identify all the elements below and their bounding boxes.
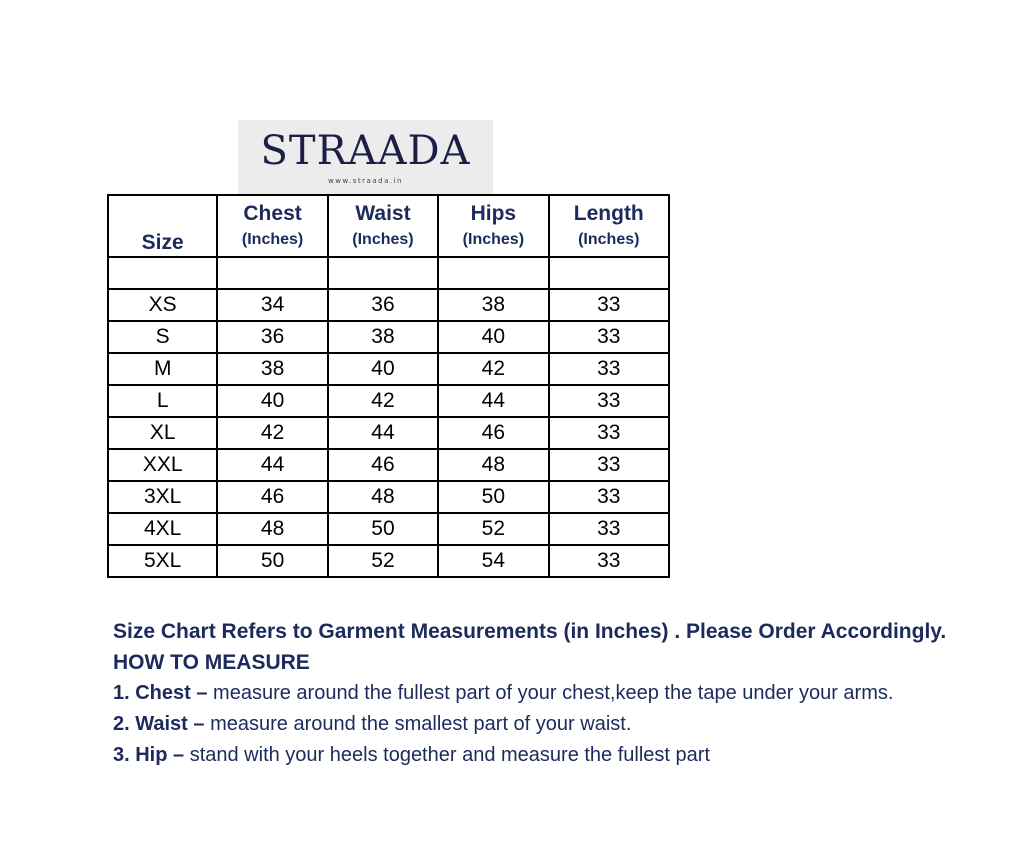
empty-cell <box>549 257 669 289</box>
empty-cell <box>438 257 548 289</box>
empty-cell <box>217 257 327 289</box>
measure-text: measure around the smallest part of your waist. <box>204 713 632 735</box>
cell-chest: 50 <box>217 545 327 577</box>
cell-size: L <box>108 385 217 417</box>
table-row <box>108 513 669 545</box>
header-length: Length (Inches) <box>549 195 669 257</box>
brand-logo <box>238 120 493 194</box>
brand-name: STRAADA <box>260 128 471 174</box>
table-row <box>108 289 669 321</box>
cell-length: 33 <box>549 385 669 417</box>
header-waist: Waist (Inches) <box>328 195 438 257</box>
measure-text: stand with your heels together and measure the fullest part <box>184 744 710 766</box>
cell-waist: 52 <box>328 545 438 577</box>
cell-length: 33 <box>549 353 669 385</box>
cell-chest: 42 <box>217 417 327 449</box>
cell-chest: 46 <box>217 481 327 513</box>
cell-hips: 38 <box>438 289 548 321</box>
cell-waist: 44 <box>328 417 438 449</box>
table-row <box>108 481 669 513</box>
cell-chest: 48 <box>217 513 327 545</box>
cell-waist: 38 <box>328 321 438 353</box>
cell-waist: 42 <box>328 385 438 417</box>
cell-waist: 48 <box>328 481 438 513</box>
size-disclaimer: Size Chart Refers to Garment Measurements (in Inches) . Please Order Accordingly. <box>113 620 947 643</box>
empty-row <box>108 257 669 289</box>
cell-length: 33 <box>549 321 669 353</box>
table-row <box>108 353 669 385</box>
header-chest: Chest (Inches) <box>217 195 327 257</box>
cell-size: 3XL <box>108 481 217 513</box>
measure-item-waist <box>113 709 1013 740</box>
cell-length: 33 <box>549 513 669 545</box>
measure-item-chest <box>113 678 1013 709</box>
cell-size: XL <box>108 417 217 449</box>
cell-chest: 36 <box>217 321 327 353</box>
table-row <box>108 449 669 481</box>
cell-chest: 38 <box>217 353 327 385</box>
cell-size: 5XL <box>108 545 217 577</box>
cell-length: 33 <box>549 545 669 577</box>
measure-label: 2. Waist – <box>113 713 205 735</box>
empty-cell <box>328 257 438 289</box>
measure-label: 1. Chest – <box>113 682 208 704</box>
cell-size: S <box>108 321 217 353</box>
cell-size: XS <box>108 289 217 321</box>
table-row <box>108 385 669 417</box>
header-size: Size <box>108 195 217 257</box>
cell-size: M <box>108 353 217 385</box>
cell-waist: 40 <box>328 353 438 385</box>
table-header-row <box>108 195 669 257</box>
cell-length: 33 <box>549 417 669 449</box>
cell-chest: 40 <box>217 385 327 417</box>
cell-waist: 46 <box>328 449 438 481</box>
measure-item-hip <box>113 740 1013 771</box>
cell-size: 4XL <box>108 513 217 545</box>
measurement-notes <box>113 616 1013 771</box>
header-hips: Hips (Inches) <box>438 195 548 257</box>
cell-hips: 54 <box>438 545 548 577</box>
cell-length: 33 <box>549 481 669 513</box>
table-row <box>108 417 669 449</box>
brand-url: www.straada.in <box>328 177 403 185</box>
cell-waist: 36 <box>328 289 438 321</box>
cell-hips: 40 <box>438 321 548 353</box>
cell-chest: 34 <box>217 289 327 321</box>
cell-hips: 42 <box>438 353 548 385</box>
measure-label: 3. Hip – <box>113 744 185 766</box>
table-row <box>108 321 669 353</box>
cell-hips: 46 <box>438 417 548 449</box>
cell-hips: 44 <box>438 385 548 417</box>
cell-hips: 52 <box>438 513 548 545</box>
size-chart-table <box>107 194 670 578</box>
cell-waist: 50 <box>328 513 438 545</box>
cell-hips: 48 <box>438 449 548 481</box>
empty-cell <box>108 257 217 289</box>
table-row <box>108 545 669 577</box>
cell-chest: 44 <box>217 449 327 481</box>
cell-length: 33 <box>549 449 669 481</box>
cell-length: 33 <box>549 289 669 321</box>
cell-size: XXL <box>108 449 217 481</box>
how-to-measure-title: HOW TO MEASURE <box>113 651 310 674</box>
cell-hips: 50 <box>438 481 548 513</box>
measure-text: measure around the fullest part of your chest,keep the tape under your arms. <box>207 682 894 704</box>
